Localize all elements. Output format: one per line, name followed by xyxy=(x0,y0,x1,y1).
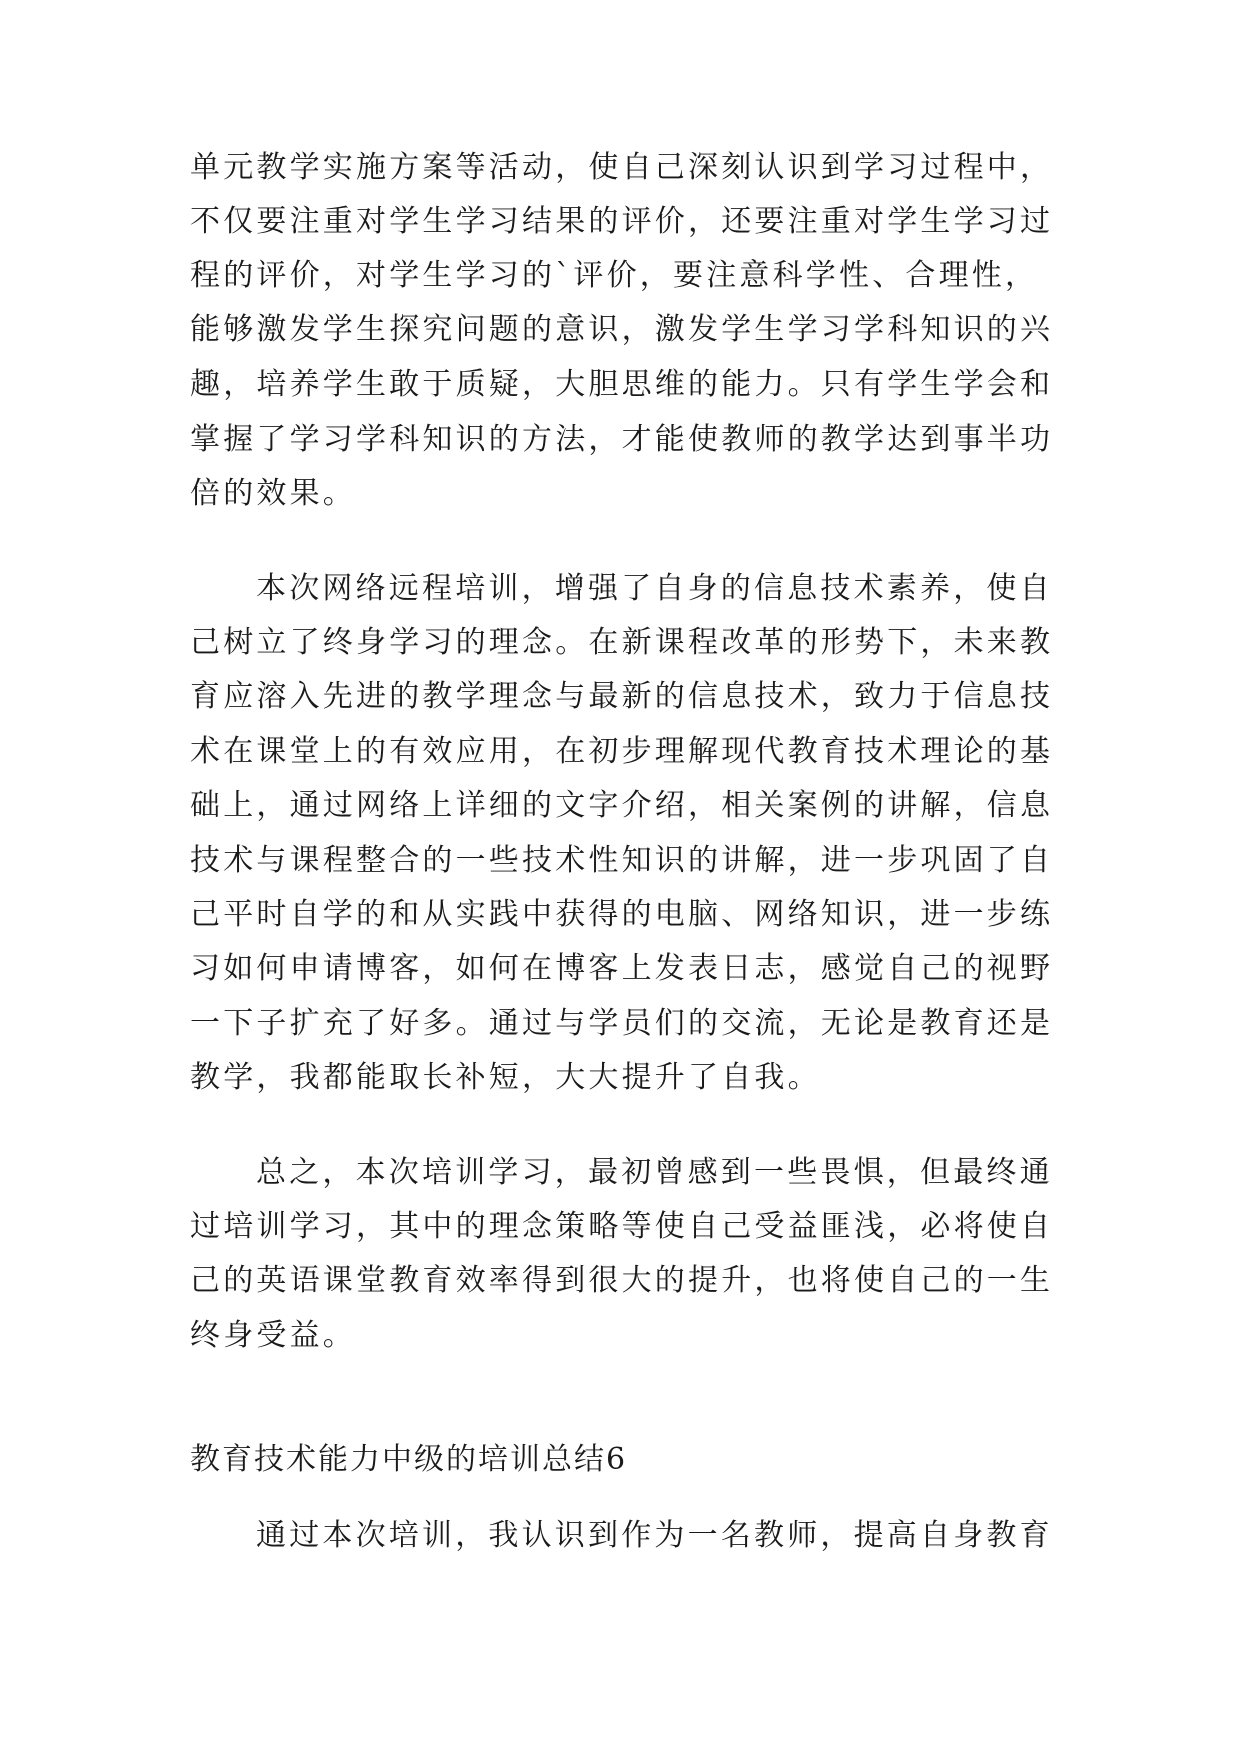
paragraph-1-line-5: 趣，培养学生敢于质疑，大胆思维的能力。只有学生学会和 xyxy=(190,367,1054,402)
paragraph-3-line-4: 终身受益。 xyxy=(190,1318,356,1353)
paragraph-1-line-1: 单元教学实施方案等活动，使自己深刻认识到学习过程中， xyxy=(190,150,1054,185)
paragraph-2-line-8: 习如何申请博客，如何在博客上发表日志，感觉自己的视野 xyxy=(190,951,1054,986)
paragraph-3-line-2: 过培训学习，其中的理念策略等使自己受益匪浅，必将使自 xyxy=(190,1209,1054,1244)
section-heading: 教育技术能力中级的培训总结6 xyxy=(190,1442,628,1477)
paragraph-2-line-4: 术在课堂上的有效应用，在初步理解现代教育技术理论的基 xyxy=(190,734,1054,769)
paragraph-2-line-5: 础上，通过网络上详细的文字介绍，相关案例的讲解，信息 xyxy=(190,788,1054,823)
paragraph-2-line-1: 本次网络远程培训，增强了自身的信息技术素养，使自 xyxy=(256,571,1053,606)
paragraph-1-line-7: 倍的效果。 xyxy=(190,476,356,511)
paragraph-1-line-6: 掌握了学习学科知识的方法，才能使教师的教学达到事半功 xyxy=(190,422,1054,457)
paragraph-3-line-3: 己的英语课堂教育效率得到很大的提升，也将使自己的一生 xyxy=(190,1263,1054,1298)
paragraph-2-line-2: 己树立了终身学习的理念。在新课程改革的形势下，未来教 xyxy=(190,625,1054,660)
paragraph-3-line-1: 总之，本次培训学习，最初曾感到一些畏惧，但最终通 xyxy=(256,1155,1053,1190)
paragraph-2-line-9: 一下子扩充了好多。通过与学员们的交流，无论是教育还是 xyxy=(190,1006,1054,1041)
paragraph-1-line-4: 能够激发学生探究问题的意识，激发学生学习学科知识的兴 xyxy=(190,312,1054,347)
paragraph-1-line-2: 不仅要注重对学生学习结果的评价，还要注重对学生学习过 xyxy=(190,204,1054,239)
paragraph-2-line-7: 己平时自学的和从实践中获得的电脑、网络知识，进一步练 xyxy=(190,897,1054,932)
paragraph-1-line-3: 程的评价，对学生学习的`评价，要注意科学性、合理性， xyxy=(190,258,1039,293)
paragraph-4-line-1: 通过本次培训，我认识到作为一名教师，提高自身教育 xyxy=(256,1518,1053,1553)
paragraph-2-line-3: 育应溶入先进的教学理念与最新的信息技术，致力于信息技 xyxy=(190,679,1054,714)
paragraph-2-line-6: 技术与课程整合的一些技术性知识的讲解，进一步巩固了自 xyxy=(190,843,1054,878)
paragraph-2-line-10: 教学，我都能取长补短，大大提升了自我。 xyxy=(190,1060,821,1095)
